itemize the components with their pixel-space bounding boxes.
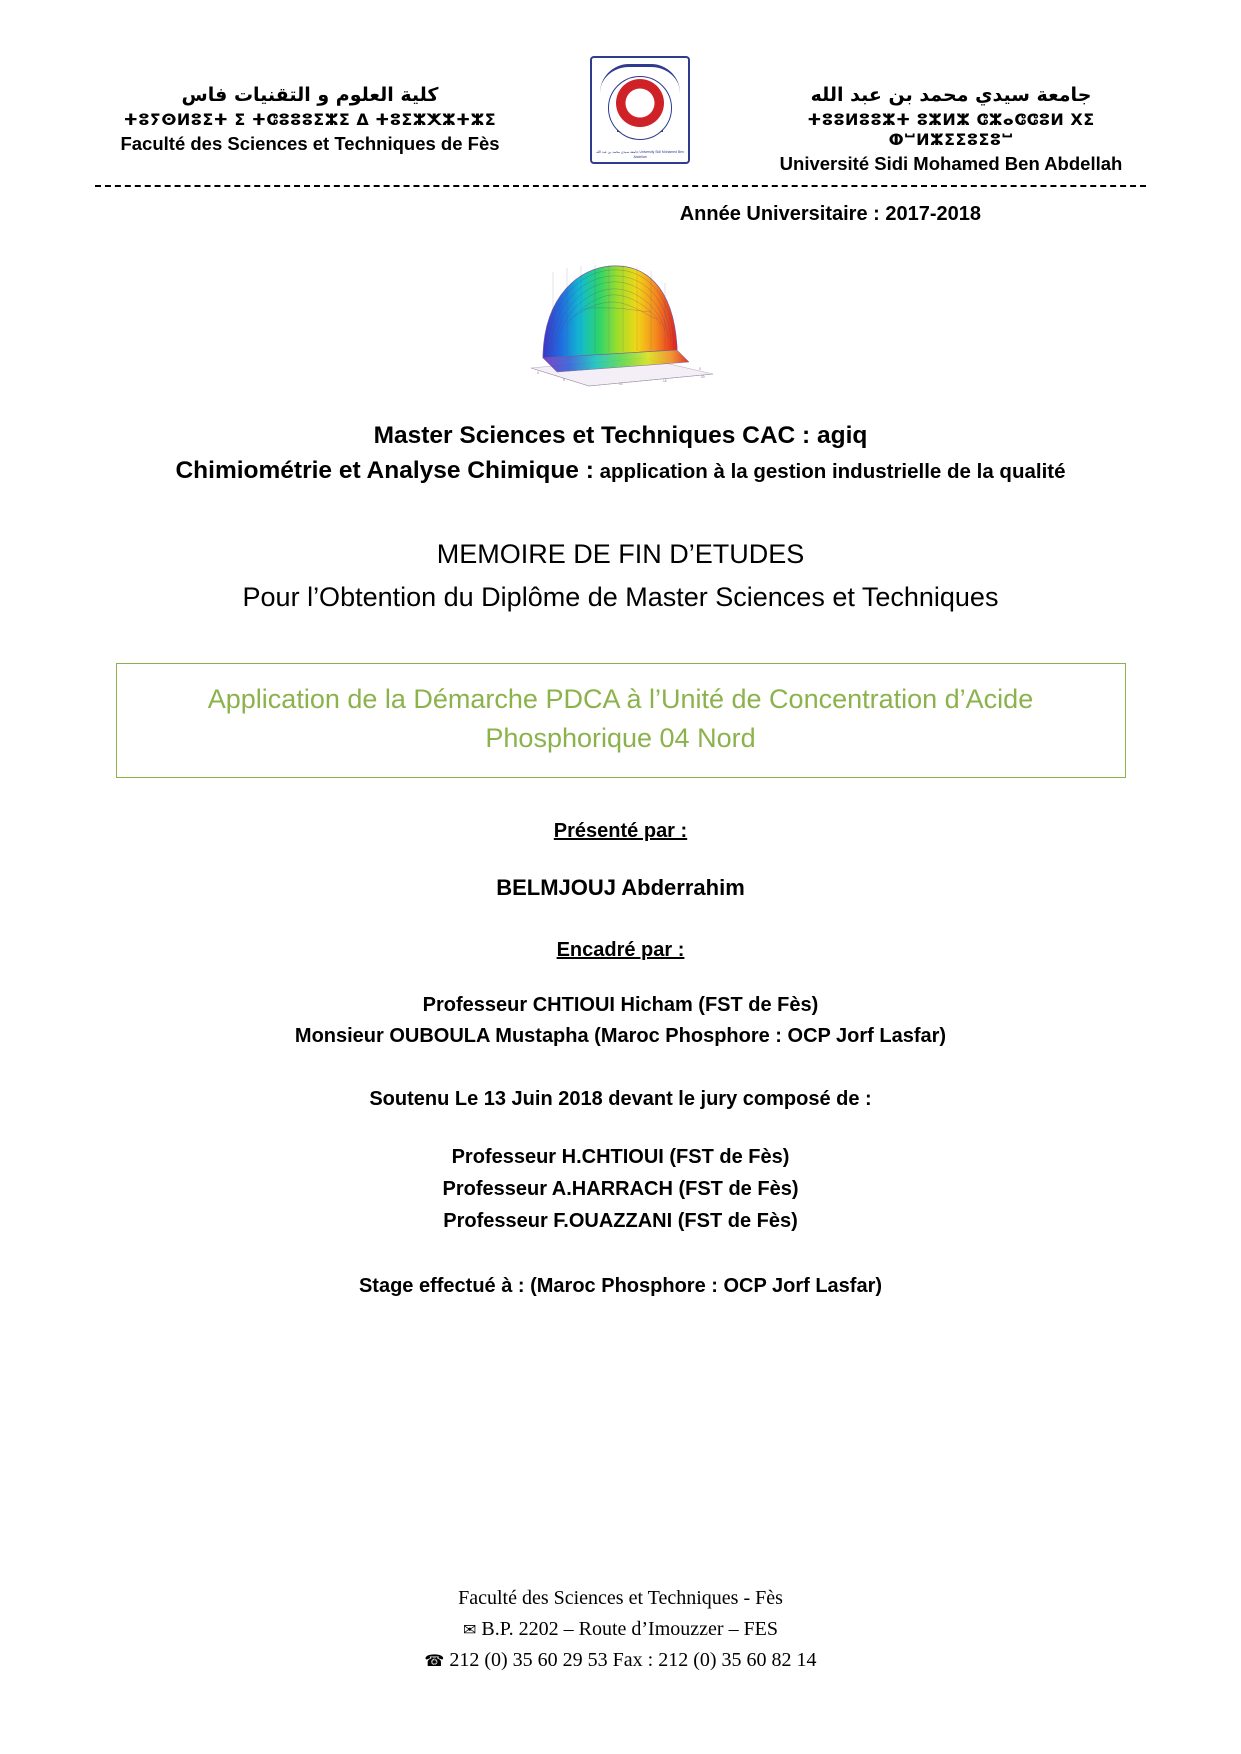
- svg-text:0: 0: [698, 366, 701, 371]
- footer-address-text: B.P. 2202 – Route d’Imouzzer – FES: [481, 1618, 779, 1640]
- university-identity-block: [751, 48, 1151, 175]
- faculty-name-tifinagh: ⵜⵓⵢⵙⵍⵓⵉⵜ ⵉ ⵜⵛⵓⵓⵓⵉⵣⵉ ⵠ ⵜⵓⵉⵣⵅⵣⵜⵣⵉ: [123, 109, 497, 129]
- list-item: Monsieur OUBOULA Mustapha (Maroc Phosphore : OCP Jorf Lasfar): [294, 1024, 947, 1047]
- footer-phone-line: [0, 1645, 1241, 1676]
- svg-text:5: 5: [562, 377, 565, 382]
- university-name-french: Université Sidi Mohamed Ben Abdellah: [779, 152, 1123, 174]
- svg-text:0: 0: [536, 370, 539, 375]
- jury-list: [0, 1141, 1241, 1237]
- list-item: Professeur F.OUAZZANI (FST de Fès): [443, 1209, 798, 1232]
- faculty-name-french: Faculté des Sciences et Techniques de Fès: [120, 132, 500, 154]
- footer-phone-text: 212 (0) 35 60 29 53 Fax : 212 (0) 35 60 82 14: [449, 1649, 817, 1671]
- university-seal-logo: [584, 56, 692, 174]
- 3d-surface-plot: [523, 250, 719, 390]
- telephone-icon: ☎: [424, 1651, 445, 1670]
- thesis-subject-box: [116, 663, 1126, 777]
- presented-by-label: Présenté par :: [553, 819, 688, 842]
- program-title: [121, 418, 1121, 489]
- document-type: [96, 533, 1146, 619]
- page-footer: [0, 1583, 1241, 1676]
- university-name-tifinagh: ⵜⵓⵓⵍⵓⵓⵣⵜ ⵓⵣⵍⵣ ⵛⵣⴰⵛⵛⵓⵍ ⵝⵉ ⵀⵯⵍⵣⵉⵉⵓⵉⵓⵯ: [807, 109, 1095, 149]
- logo-emblem-shape: [608, 76, 672, 140]
- defense-date-line: Soutenu Le 13 Juin 2018 devant le jury composé de :: [369, 1087, 872, 1110]
- footer-address-line: [0, 1614, 1241, 1645]
- program-title-line1: Master Sciences et Techniques CAC : agiq: [373, 421, 868, 449]
- list-item: Professeur A.HARRACH (FST de Fès): [442, 1177, 799, 1200]
- supervisors-list: [0, 990, 1241, 1052]
- author-name: BELMJOUJ Abderrahim: [496, 874, 745, 900]
- supervised-by-label: Encadré par :: [556, 938, 685, 961]
- list-item: Professeur CHTIOUI Hicham (FST de Fès): [422, 993, 819, 1016]
- program-title-line2-bold: Chimiométrie et Analyse Chimique :: [175, 457, 594, 485]
- faculty-identity-block: [95, 48, 525, 155]
- svg-text:20: 20: [700, 374, 705, 379]
- university-name-arabic: جامعة سيدي محمد بن عبد الله: [810, 84, 1092, 106]
- plot-area: [523, 250, 719, 390]
- faculty-name-arabic: كلية العلوم و التقنيات فاس: [181, 84, 439, 106]
- internship-line: Stage effectué à : (Maroc Phosphore : OCP Jorf Lasfar): [358, 1274, 883, 1297]
- envelope-icon: ✉: [462, 1620, 477, 1639]
- program-title-line2: [121, 453, 1121, 489]
- page-header: [0, 0, 1241, 175]
- svg-text:15: 15: [662, 378, 667, 383]
- thesis-subject-title: Application de la Démarche PDCA à l’Unité de Concentration d’Acide Phosphorique 04 Nord: [207, 684, 1034, 754]
- logo-frame: [590, 56, 690, 164]
- document-type-line1: MEMOIRE DE FIN D’ETUDES: [436, 538, 805, 569]
- svg-text:10: 10: [618, 381, 623, 386]
- logo-caption-text: جامعة سيدي محمد بن عبد الله University Sidi Mohamed Ben Abdellah: [596, 150, 684, 159]
- footer-institution: Faculté des Sciences et Techniques - Fès: [458, 1587, 783, 1609]
- plot-svg: [523, 250, 719, 390]
- document-type-line2: Pour l’Obtention du Diplôme de Master Sciences et Techniques: [242, 582, 999, 613]
- list-item: Professeur H.CHTIOUI (FST de Fès): [451, 1145, 790, 1168]
- academic-year: Année Universitaire : 2017-2018: [679, 202, 981, 225]
- program-title-line2-rest: application à la gestion industrielle de la qualité: [593, 460, 1066, 484]
